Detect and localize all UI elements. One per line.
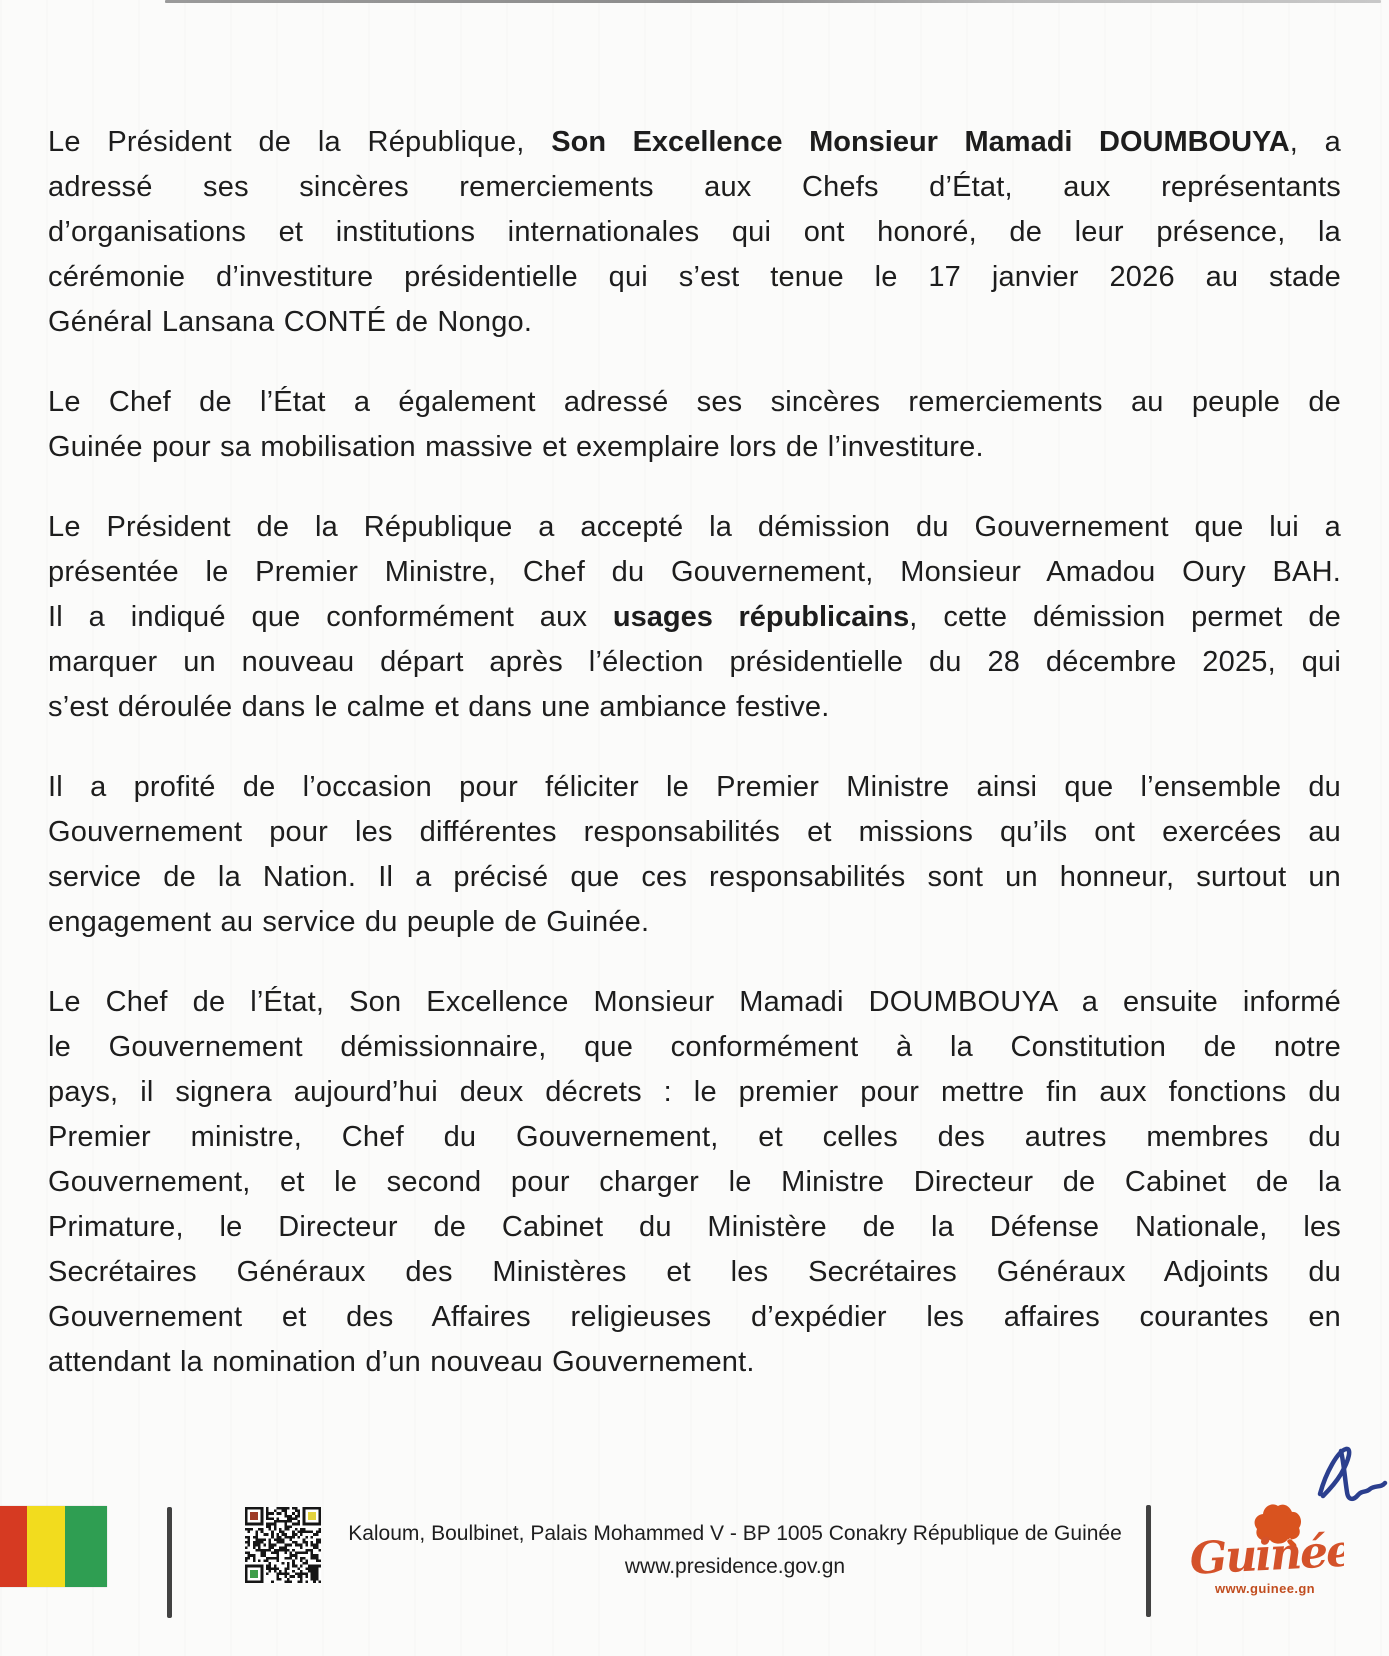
paragraph-line: Il a profité de l’occasion pour féliciter le Premier Ministre ainsi que l’ensemble du <box>48 771 1341 803</box>
paragraph-line: service de la Nation. Il a précisé que ces responsabilités sont un honneur, surtout un <box>48 861 1341 893</box>
qr-code <box>245 1506 321 1584</box>
paragraph-line: cérémonie d’investiture présidentielle qui s’est tenue le 17 janvier 2026 au stade <box>48 261 1341 293</box>
paragraph-line: Il a indiqué que conformément aux usages républicains, cette démission permet de <box>48 601 1341 633</box>
paragraph-line: Le Président de la République, Son Excellence Monsieur Mamadi DOUMBOUYA, a <box>48 126 1342 158</box>
paragraph <box>48 120 1341 345</box>
paragraph <box>48 505 1341 730</box>
footer-website-presidence: www.presidence.gov.gn <box>624 1555 846 1578</box>
paragraph-line: Le Chef de l’État, Son Excellence Monsieur Mamadi DOUMBOUYA a ensuite informé <box>48 986 1341 1018</box>
qr-finder-topleft <box>250 1512 258 1520</box>
paragraph-line: le Gouvernement démissionnaire, que conformément à la Constitution de notre <box>48 1031 1341 1063</box>
paragraph-line: marquer un nouveau départ après l’élection présidentielle du 28 décembre 2025, qui <box>48 646 1341 678</box>
document-body <box>48 120 1341 1420</box>
paragraph-line: attendant la nomination d’un nouveau Gouvernement. <box>48 1346 755 1378</box>
footer-address-line1: Kaloum, Boulbinet, Palais Mohammed V - BP 1005 Conakry République de Guinée <box>348 1522 1122 1545</box>
paragraph-line: s’est déroulée dans le calme et dans une ambiance festive. <box>48 691 830 723</box>
paragraph-line: d’organisations et institutions internationales qui ont honoré, de leur présence, la <box>48 216 1341 248</box>
paragraph-line: Guinée pour sa mobilisation massive et exemplaire lors de l’investiture. <box>48 431 984 463</box>
footer-divider-left <box>167 1507 172 1618</box>
flag-stripe-yellow <box>27 1506 65 1587</box>
guinea-flag <box>0 1506 107 1587</box>
paragraph-line: Primature, le Directeur de Cabinet du Ministère de la Défense Nationale, les <box>48 1211 1341 1243</box>
paragraph <box>48 765 1341 945</box>
paragraph-line: Le Chef de l’État a également adressé ses sincères remerciements au peuple de <box>48 386 1341 418</box>
flag-stripe-green <box>65 1506 107 1587</box>
guinee-logo-text: Guinée <box>1188 1525 1344 1584</box>
paragraph-line: Premier ministre, Chef du Gouvernement, et celles des autres membres du <box>48 1121 1341 1153</box>
paragraph <box>48 380 1341 470</box>
paragraph-line: Secrétaires Généraux des Ministères et les Secrétaires Généraux Adjoints du <box>48 1256 1341 1288</box>
guinee-logo-website: www.guinee.gn <box>1214 1581 1316 1596</box>
paragraph-line: engagement au service du peuple de Guinée. <box>48 906 650 938</box>
paragraph-line: Le Président de la République a accepté la démission du Gouvernement que lui a <box>48 511 1341 543</box>
footer-address <box>330 1517 1140 1583</box>
paragraph-line: présentée le Premier Ministre, Chef du Gouvernement, Monsieur Amadou Oury BAH. <box>48 556 1341 588</box>
paragraph-line: Général Lansana CONTÉ de Nongo. <box>48 306 533 338</box>
paragraph-line: Gouvernement pour les différentes responsabilités et missions qu’ils ont exercées au <box>48 816 1341 848</box>
qr-finder-topright <box>308 1512 316 1520</box>
paragraph-line: Gouvernement, et le second pour charger le Ministre Directeur de Cabinet de la <box>48 1166 1341 1198</box>
paragraph-line: adressé ses sincères remerciements aux Chefs d’État, aux représentants <box>48 171 1341 203</box>
paragraph-line: Gouvernement et des Affaires religieuses d’expédier les affaires courantes en <box>48 1301 1341 1333</box>
signature-mark <box>1310 1438 1389 1522</box>
paragraph <box>48 980 1341 1385</box>
qr-finder-bottomleft <box>250 1570 258 1578</box>
footer-divider-right <box>1146 1505 1151 1617</box>
paragraph-line: pays, il signera aujourd’hui deux décrets : le premier pour mettre fin aux fonctions du <box>48 1076 1341 1108</box>
scan-artifact-line <box>165 0 1381 3</box>
flag-stripe-red <box>0 1506 27 1587</box>
